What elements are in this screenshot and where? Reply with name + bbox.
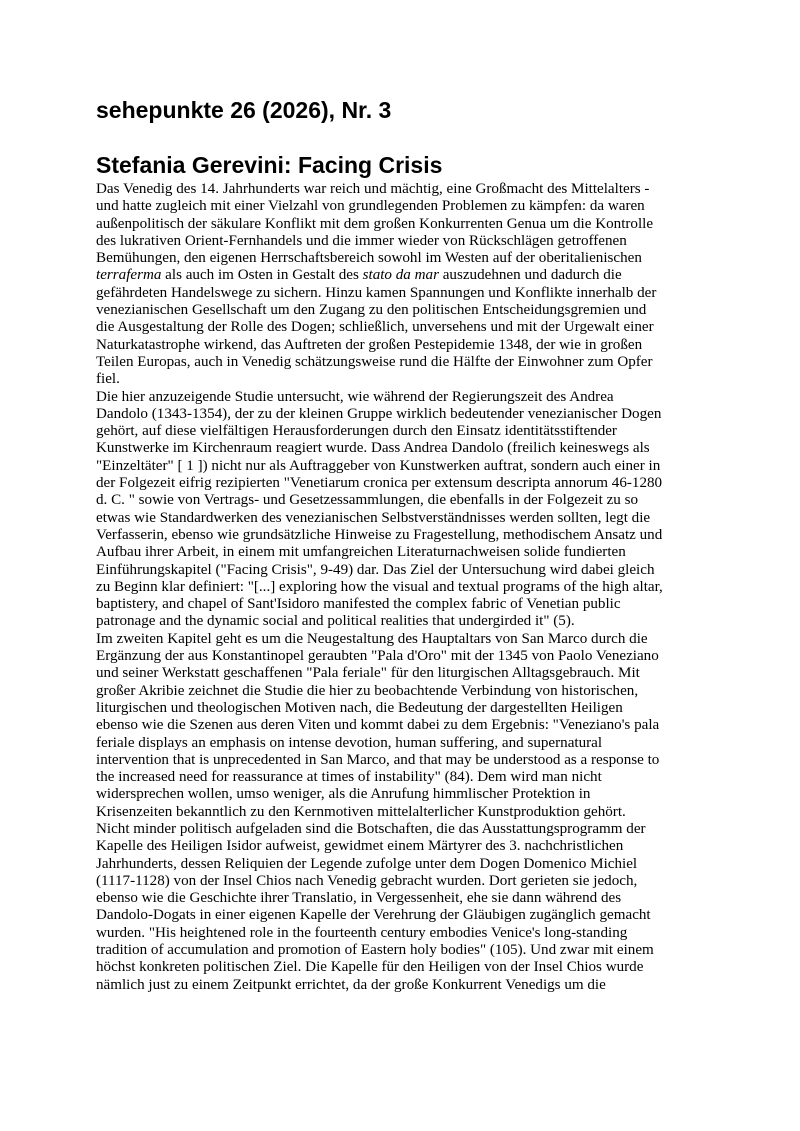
line-text: Naturkatastrophe wirkend, das Auftreten der großen Pestepidemie 1348, der wie in großen — [96, 336, 643, 353]
line-text: des lukrativen Orient-Fernhandels und die immer wieder von Rückschlägen getroffenen — [96, 232, 627, 249]
body-line — [96, 752, 663, 769]
line-text: Jahrhunderts, dessen Reliquien der Legende zufolge unter dem Dogen Domenico Michiel — [96, 855, 638, 872]
line-text: baptistery, and chapel of Sant'Isidoro manifested the complex fabric of Venetian public — [96, 596, 621, 613]
body-line — [96, 977, 663, 994]
line-text: Krisenzeiten bekanntlich zu den Kernmotiven mittelalterlicher Kunstproduktion gehört. — [96, 803, 626, 820]
body-line — [96, 233, 663, 250]
review-title: Stefania Gerevini: Facing Crisis — [96, 152, 443, 178]
body-line — [96, 285, 663, 302]
line-text: etwas wie Standardwerken des venezianischen Selbstverständnisses werden sollten, legt die — [96, 509, 651, 526]
line-text: Nicht minder politisch aufgeladen sind die Botschaften, die das Ausstattungsprogramm der — [96, 820, 646, 837]
line-text: Ergänzung der aus Konstantinopel geraubten "Pala d'Oro" mit der 1345 von Paolo Veneziano — [96, 648, 659, 665]
line-text: Bemühungen, den eigenen Herrschaftsbereich sowohl im Westen auf der oberitalienischen — [96, 250, 642, 267]
body-line — [96, 406, 663, 423]
body-line — [96, 648, 663, 665]
line-text: patronage and the dynamic social and political realities that undergirded it" (5). — [96, 613, 575, 630]
line-text: feriale displays an emphasis on intense devotion, human suffering, and supernatural — [96, 734, 603, 751]
line-text: höchst konkreten politischen Ziel. Die Kapelle für den Heiligen von der Insel Chios wurde — [96, 959, 644, 976]
body-line — [96, 302, 663, 319]
body-line — [96, 683, 663, 700]
line-text: Einführungskapitel ("Facing Crisis", 9-49) dar. Das Ziel der Untersuchung wird dabei gleich — [96, 561, 655, 578]
line-text: die Ausgestaltung der Rolle des Dogen; schließlich, unversehens und mit der Urgewalt einer — [96, 319, 654, 336]
body-line — [96, 216, 663, 233]
journal-citation: sehepunkte 26 (2026), Nr. 3 — [96, 97, 392, 123]
body-line — [96, 492, 663, 509]
line-text: Kunstwerke im Kirchenraum reagiert wurde. Dass Andrea Dandolo (freilich keineswegs als — [96, 440, 650, 457]
body-line — [96, 925, 663, 942]
body-line — [96, 890, 663, 907]
body-line — [96, 337, 663, 354]
line-text: tradition of accumulation and promotion of Eastern holy bodies" (105). Und zwar mit einem — [96, 942, 654, 959]
line-text: Aufbau ihrer Arbeit, in einem mit umfangreichen Literaturnachweisen solide fundierten — [96, 544, 626, 561]
line-text: Dandolo-Dogats in einer eigenen Kapelle der Verehrung der Gläubigen zugänglich gemacht — [96, 907, 651, 924]
body-line — [96, 856, 663, 873]
body-line — [96, 631, 663, 648]
body-line — [96, 527, 663, 544]
line-text: widersprechen wollen, umso weniger, als die Anrufung himmlischer Protektion in — [96, 786, 591, 803]
body-line — [96, 562, 663, 579]
body-line — [96, 613, 663, 630]
line-text: gefährdeten Handelswege zu sichern. Hinzu kamen Spannungen und Konflikte innerhalb der — [96, 284, 657, 301]
italic-term: terraferma — [96, 267, 162, 284]
body-line — [96, 700, 663, 717]
body-line — [96, 873, 663, 890]
line-text: Im zweiten Kapitel geht es um die Neugestaltung des Hauptaltars von San Marco durch die — [96, 630, 648, 647]
body-line — [96, 510, 663, 527]
line-text: außenpolitisch der säkulare Konflikt mit dem großen Konkurrenten Genua um die Kontrolle — [96, 215, 654, 232]
body-line — [96, 389, 663, 406]
line-text: gehört, auf diese vielfältigen Herausforderungen durch den Einsatz identitätsstiftender — [96, 423, 617, 440]
body-line — [96, 354, 663, 371]
italic-term: stato da mar — [362, 267, 439, 284]
line-text: und seiner Werkstatt geschaffenen "Pala feriale" für den liturgischen Alltagsgebrauch. Mit — [96, 665, 640, 682]
body-line — [96, 544, 663, 561]
body-line — [96, 423, 663, 440]
body-line — [96, 475, 663, 492]
line-text: the increased need for reassurance at times of instability" (84). Dem wird man nicht — [96, 769, 602, 786]
body-line — [96, 458, 663, 475]
line-text: d. C. " sowie von Vertrags- und Gesetzessammlungen, die ebenfalls in der Folgezeit zu so — [96, 492, 639, 509]
line-text: auszudehnen und dadurch die — [438, 267, 622, 284]
line-text: venezianischen Gesellschaft um den Zugang zu den politischen Entscheidungsgremien und — [96, 302, 647, 319]
line-text: Das Venedig des 14. Jahrhunderts war reich und mächtig, eine Großmacht des Mittelalters - — [96, 181, 650, 197]
body-line — [96, 769, 663, 786]
line-text: Verfasserin, ebenso wie grundsätzliche Hinweise zu Fragestellung, methodischem Ansatz und — [96, 526, 663, 543]
body-line — [96, 267, 663, 284]
body-line — [96, 804, 663, 821]
line-text: zu Beginn klar definiert: "[...] exploring how the visual and textual programs of the high altar, — [96, 578, 663, 595]
body-line — [96, 319, 663, 336]
body-line — [96, 786, 663, 803]
body-line — [96, 371, 663, 388]
body-line — [96, 821, 663, 838]
line-text: wurden. "His heightened role in the fourteenth century embodies Venice's long-standing — [96, 924, 628, 941]
line-text: "Einzeltäter" [ 1 ]) nicht nur als Auftraggeber von Kunstwerken auftrat, sondern auch einer in — [96, 457, 661, 474]
line-text: Dandolo (1343-1354), der zu der kleinen Gruppe wirklich bedeutender venezianischer Dogen — [96, 405, 662, 422]
body-line — [96, 942, 663, 959]
body-line — [96, 907, 663, 924]
line-text: als auch im Osten in Gestalt des — [161, 267, 363, 284]
line-text: nämlich just zu einem Zeitpunkt errichtet, da der große Konkurrent Venedigs um die — [96, 976, 606, 993]
line-text: (1117-1128) von der Insel Chios nach Venedig gebracht wurden. Dort gerieten sie jedoch, — [96, 872, 638, 889]
line-text: liturgischen und theologischen Motiven nach, die Bedeutung der dargestellten Heiligen — [96, 699, 623, 716]
line-text: intervention that is unprecedented in San Marco, and that may be understood as a response to — [96, 751, 660, 768]
body-line — [96, 181, 663, 198]
body-line — [96, 579, 663, 596]
body-line — [96, 665, 663, 682]
body-line — [96, 596, 663, 613]
review-body — [96, 181, 663, 994]
line-text: Die hier anzuzeigende Studie untersucht, wie während der Regierungszeit des Andrea — [96, 388, 614, 405]
line-text: der Folgezeit eifrig rezipierten "Venetiarum cronica per extensum descripta annorum 46-1280 — [96, 475, 663, 492]
line-text: ebenso wie die Geschichte ihrer Translatio, in Vergessenheit, ehe sie dann während des — [96, 890, 622, 907]
body-line — [96, 735, 663, 752]
body-line — [96, 717, 663, 734]
line-text: und hatte zugleich mit einer Vielzahl von grundlegenden Problemen zu kämpfen: da waren — [96, 198, 645, 215]
body-line — [96, 198, 663, 215]
line-text: Teilen Europas, auch in Venedig schätzungsweise rund die Hälfte der Einwohner zum Opfer — [96, 353, 653, 370]
body-line — [96, 250, 663, 267]
line-text: großer Akribie zeichnet die Studie die hier zu beobachtende Verbindung von historischen, — [96, 682, 639, 699]
body-line — [96, 440, 663, 457]
body-line — [96, 959, 663, 976]
line-text: fiel. — [96, 371, 120, 388]
body-line — [96, 838, 663, 855]
line-text: Kapelle des Heiligen Isidor aufweist, gewidmet einem Märtyrer des 3. nachchristlichen — [96, 838, 624, 855]
line-text: ebenso wie die Szenen aus deren Viten und kommt dabei zu dem Ergebnis: "Veneziano's pala — [96, 717, 660, 734]
